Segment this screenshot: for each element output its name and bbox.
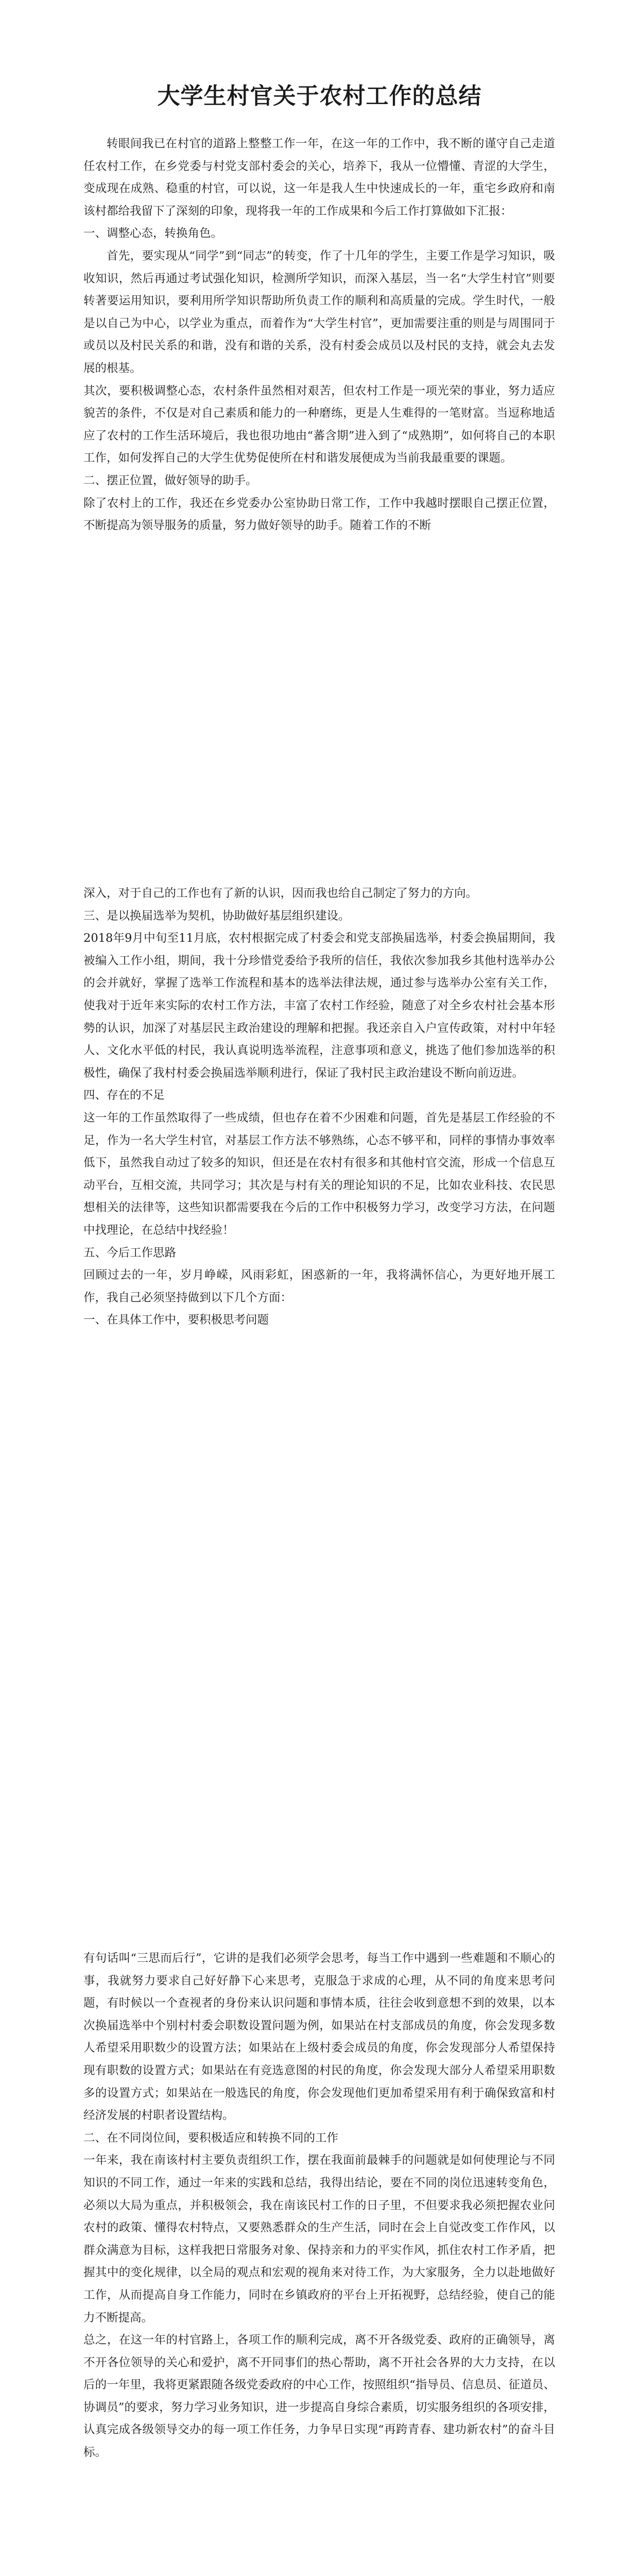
paragraph-shortcomings: 这一年的工作虽然取得了一些成绩，但也存在着不少困难和问题，首先是基层工作经验的不足，作为一名大学生村官，对基层工作方法不够熟练，心态不够平和，同样的事情办事效率低下，虽然我自动过了较多的知识，但还是在农村有很多和其他村官交流，形成一个信息互动平台，互相交流，共同学习；其次是与村有关的理论知识的不足，比如农业科技、农民思想相关的法律等，这些知识都需要我在今后的工作中积极努力学习，改变学习方法，在问题中找理论，在总结中找经验！ (83, 1111, 555, 1237)
section-3 (83, 1947, 555, 2464)
heading-election-support: 三、是以换届选举为契机，协助做好基层组织建设。 (83, 909, 350, 923)
section-2 (83, 883, 555, 1332)
paragraph-conclusion: 总之，在这一年的村官路上，各项工作的顺利完成，离不开各级党委、政府的正确领导，离不开各位领导的关心和爱护，离不开同事们的热心帮助，离不开社会各界的大力支持，在以后的一年里，我将更紧跟随各级党委政府的中心工作，按照组织“指导员、信息员、征道员、协调员”的要求，努力学习业务知识，进一步提高自身综合素质，切实服务组织的各项安排，认真完成各级领导交办的每一项工作任务，力争早日实现“再跨青春、建功新农村”的奋斗目标。 (83, 2333, 555, 2460)
heading-adjust-mindset: 一、调整心态，转换角色。 (83, 227, 223, 241)
heading-assist-leaders: 二、摆正位置，做好领导的助手。 (83, 473, 257, 487)
section-1 (83, 133, 555, 537)
paragraph-intro: 转眼间我已在村官的道路上整整工作一年，在这一年的工作中，我不断的谨守自己走道任农村工作，在乡党委与村党支部村委会的关心，培养下，我从一位懵懂、青涩的大学生，变成现在成熟、稳重的村官，可以说，这一年是我人生中快速成长的一年，重宅乡政府和南该村都给我留下了深刻的印象，现将我一年的工作成果和今后工作打算做如下汇报： (83, 137, 555, 218)
heading-think-actively: 一、在具体工作中，要积极思考问题 (83, 1313, 269, 1327)
paragraph-adapt-roles: 一年来，我在南该村村主要负责组织工作，摆在我面前最棘手的问题就是如何使理论与不同知识的不同工作，通过一年来的实践和总结，我得出结论，要在不同的岗位迅速转变角色，必须以大局为重点，并积极领会，我在南该民村工作的日子里，不但要求我必须把握农业问农村的政策、懂得农村特点，又要熟悉群众的生产生活，同时在会上自觉改变工作作风，以群众满意为目标，这样我把日常服务对象、保持亲和力的平实作风，抓住农村工作矛盾，把握其中的变化规律，以全局的观点和宏观的视角来对待工作，为大家服务，全力以赴地做好工作，从而提高自身工作能力，同时在乡镇政府的平台上开拓视野，总结经验，使自己的能力不断提高。 (83, 2154, 555, 2325)
heading-future-plan: 五、今后工作思路 (83, 1246, 177, 1260)
paragraph-adapt-conditions: 其次，要积极调整心态，农村条件虽然相对艰苦，但农村工作是一项光荣的事业，努力适应貌苦的条件，不仅是对自己素质和能力的一种磨练，更是人生难得的一笔财富。当逗称地适应了农村的工作生活环境后，我也很功地由“蕃含期”进入到了“成熟期”，如何将自己的本职工作，如何发挥自己的大学生优势促使所在村和谐发展便成为当前我最重要的课题。 (83, 384, 555, 465)
heading-shortcomings: 四、存在的不足 (83, 1089, 165, 1103)
paragraph-role-change: 首先，要实现从“同学”到“同志”的转变，作了十几年的学生，主要工作是学习知识，吸收知识，然后再通过考试强化知识，检测所学知识，而深入基层，当一名“大学生村官”则要转著要运用知识，要利用所学知识帮助所负责工作的顺利和高质量的完成。学生时代，一般是以自己为中心，以学业为重点，而着作为“大学生村官”，更加需要注重的则是与周围同于或员以及村民关系的和谐，没有和谐的关系，没有村委会成员以及村民的支持，就会丸去发展的根基。 (83, 249, 555, 375)
heading-adapt-roles: 二、在不同岗位间，要积极适应和转换不同的工作 (83, 2131, 339, 2145)
document-title: 大学生村官关于农村工作的总结 (157, 83, 482, 109)
paragraph-future-plan: 回顾过去的一年，岁月峥嵘，风雨彩虹，困惑新的一年，我将满怀信心，为更好地开展工作，我自己必须坚持做到以下几个方面： (83, 1268, 555, 1304)
paragraph-party-office: 除了农村上的工作，我还在乡党委办公室协助日常工作，工作中我越时摆眼自己摆正位置，不断提高为领导服务的质量，努力做好领导的助手。随着工作的不断 (83, 496, 555, 533)
paragraph-continuation: 深入，对于自己的工作也有了新的认识，因而我也给自己制定了努力的方向。 (83, 887, 478, 900)
paragraph-think-before-acting: 有句话叫“三思而后行”，它讲的是我们必须学会思考，每当工作中遇到一些难题和不顺心的事，我就努力要求自己好好静下心来思考，克服急于求成的心理，从不同的角度来思考问题，有时候以一个查视者的身份来认识问题和事情本质，往往会收到意想不到的效果，以本次换届选举中个别村村委会职数设置问题为例，如果站在村支部成员的角度，你会发现多数人希望采用职数少的设置方法；如果站在上级村委会成员的角度，你会发现部分人希望保持现有职数的设置方式；如果站在有竞选意图的村民的角度，你会发现大部分人希望采用职数多的设置方式；如果站在一般选民的角度，你会发现他们更加希望采用有利于确保致富和村经济发展的村职者设置结构。 (83, 1952, 555, 2123)
paragraph-election: 2018年9月中旬至11月底，农村根据完成了村委会和党支部换届选举，村委会换届期间，我被编入工作小组，期间，我十分珍惜党委给予我所的信任，我依次参加我乡其他村选举办公的会并就好，掌握了选举工作流程和基本的选举法律法规，通过参与选举办公室有关工作，使我对于近年来实际的农村工作方法，丰富了农村工作经验，随意了对全乡农村社会基本形勢的认识，加深了对基层民主政治建设的理解和把握。我还亲自入户宣传政策，对村中年轻人、文化水平低的村民，我认真说明选举流程，注意事项和意义，挑选了他们参加选举的积极性，确保了我村村委会换届选举顺利进行，保证了我村民主政治建设不断向前迈进。 (83, 931, 555, 1080)
